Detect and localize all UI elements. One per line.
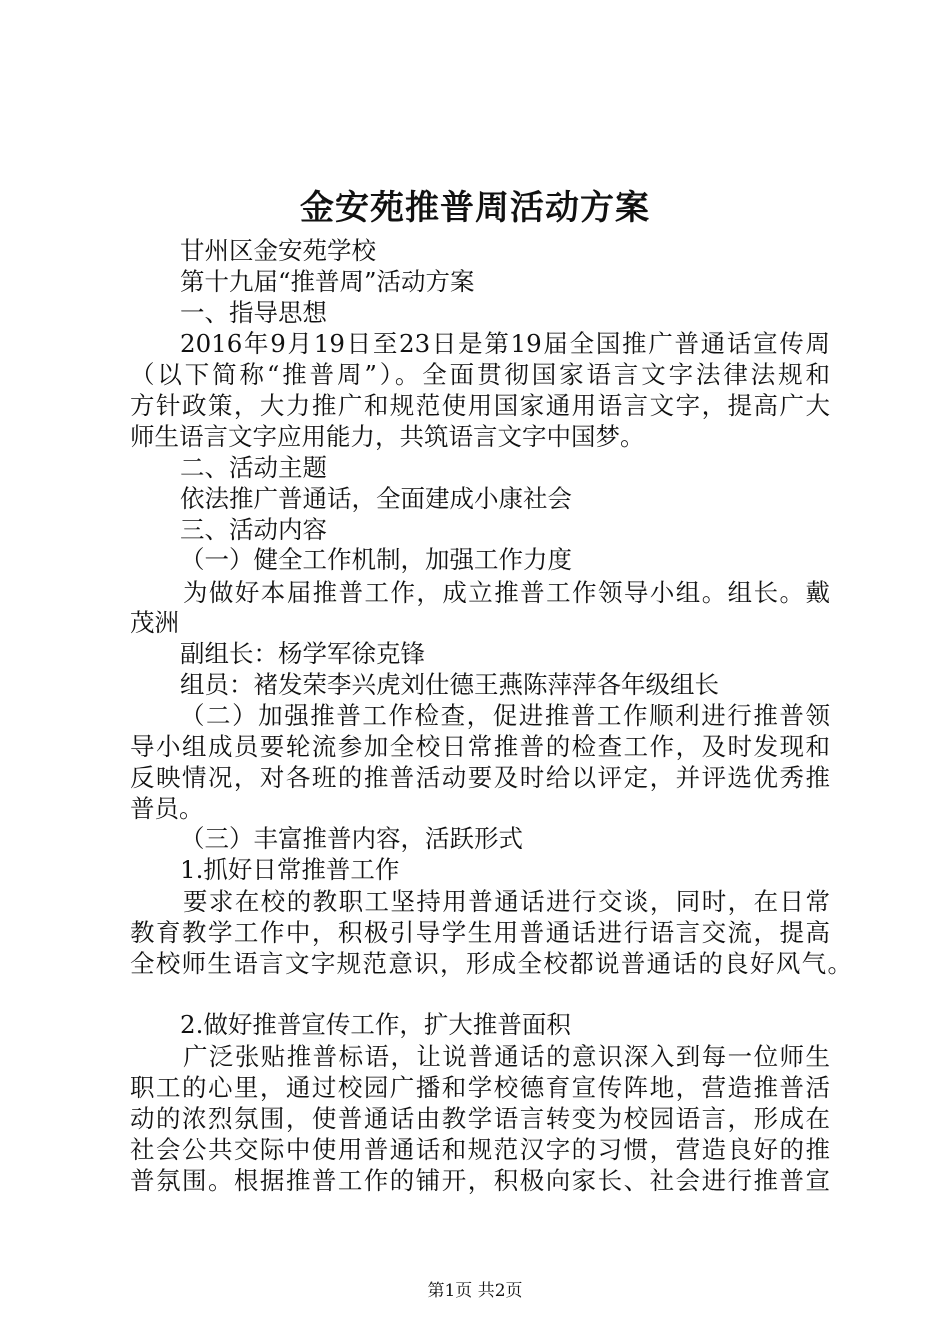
paragraph-line: 教育教学工作中，积极引导学生用普通话进行语言交流，提高 bbox=[130, 918, 830, 947]
paragraph-line: 动的浓烈氛围，使普通话由教学语言转变为校园语言，形成在 bbox=[130, 1104, 830, 1133]
paragraph-line: 普氛围。根据推普工作的铺开，积极向家长、社会进行推普宣 bbox=[130, 1166, 830, 1195]
paragraph-line: 依法推广普通话，全面建成小康社会 bbox=[180, 484, 572, 513]
paragraph-line: 广泛张贴推普标语，让说普通话的意识深入到每一位师生 bbox=[183, 1042, 830, 1071]
school-name: 甘州区金安苑学校 bbox=[180, 236, 376, 265]
paragraph-line: 方针政策，大力推广和规范使用国家通用语言文字，提高广大 bbox=[130, 391, 830, 420]
subsection-heading: （三）丰富推普内容，活跃形式 bbox=[180, 824, 523, 853]
document-title: 金安苑推普周活动方案 bbox=[300, 188, 650, 228]
section-heading: 三、活动内容 bbox=[180, 515, 327, 544]
paragraph-line: 职工的心里，通过校园广播和学校德育宣传阵地，营造推普活 bbox=[130, 1073, 830, 1102]
page-footer: 第1页 共2页 bbox=[427, 1281, 523, 1301]
paragraph-line: 2016年9月19日至23日是第19届全国推广普通话宣传周 bbox=[180, 329, 830, 358]
subsection-heading: （二）加强推普工作检查，促进推普工作顺利进行推普领 bbox=[180, 701, 830, 730]
paragraph-line: 导小组成员要轮流参加全校日常推普的检查工作，及时发现和 bbox=[130, 732, 830, 761]
section-heading: 一、指导思想 bbox=[180, 298, 327, 327]
item-heading: 2.做好推普宣传工作，扩大推普面积 bbox=[180, 1010, 571, 1039]
paragraph-line: 师生语言文字应用能力，共筑语言文字中国梦。 bbox=[130, 422, 645, 451]
paragraph-line: 为做好本届推普工作，成立推普工作领导小组。组长。戴 bbox=[183, 578, 830, 607]
paragraph-line: 社会公共交际中使用普通话和规范汉字的习惯，营造良好的推 bbox=[130, 1135, 830, 1164]
section-heading: 二、活动主题 bbox=[180, 453, 327, 482]
paragraph-line: 反映情况，对各班的推普活动要及时给以评定，并评选优秀推 bbox=[130, 763, 830, 792]
paragraph-line: 全校师生语言文字规范意识，形成全校都说普通话的良好风气。 bbox=[130, 949, 852, 978]
paragraph-line: 茂洲 bbox=[130, 608, 179, 637]
item-heading: 1.抓好日常推普工作 bbox=[180, 855, 400, 884]
paragraph-line: （以下简称“推普周”）。全面贯彻国家语言文字法律法规和 bbox=[130, 360, 830, 389]
paragraph-line: 普员。 bbox=[130, 794, 204, 823]
plan-subtitle: 第十九届“推普周”活动方案 bbox=[180, 267, 475, 296]
paragraph-line: 要求在校的教职工坚持用普通话进行交谈，同时，在日常 bbox=[183, 887, 830, 916]
paragraph-line: 组员：褚发荣李兴虎刘仕德王燕陈萍萍各年级组长 bbox=[180, 670, 719, 699]
paragraph-line: 副组长：杨学军徐克锋 bbox=[180, 639, 425, 668]
subsection-heading: （一）健全工作机制，加强工作力度 bbox=[180, 545, 572, 574]
